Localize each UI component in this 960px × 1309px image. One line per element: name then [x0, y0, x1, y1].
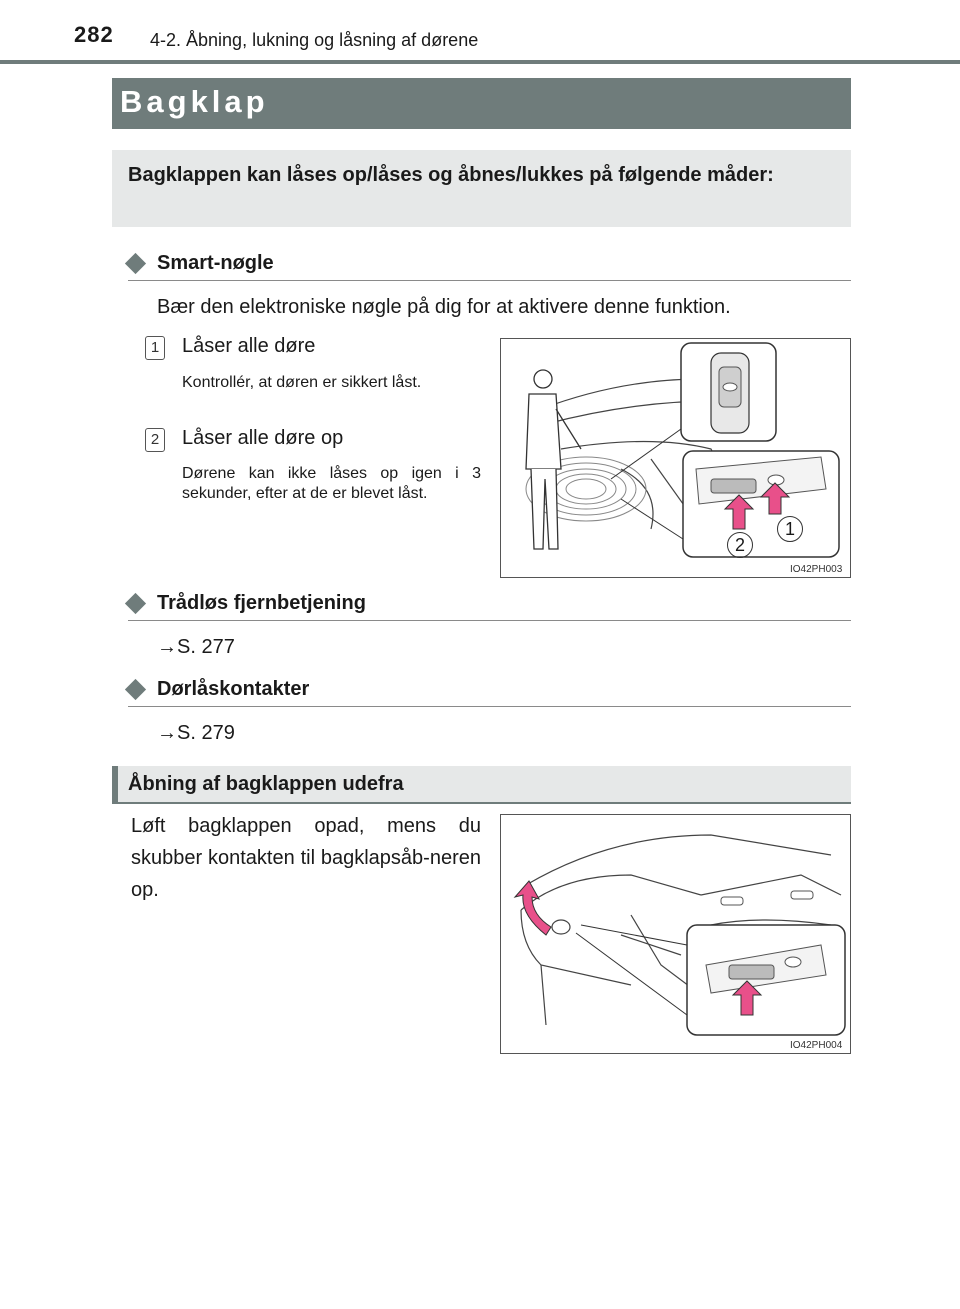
subhead-label: Dørlåskontakter	[157, 678, 310, 700]
page-reference: →S. 279	[157, 722, 235, 744]
subhead-remote	[128, 592, 851, 621]
diamond-bullet-icon	[125, 253, 146, 274]
item-desc: Dørene kan ikke låses op igen i 3 sekunder, efter at de er blevet låst.	[182, 465, 481, 502]
smart-key-illustration	[501, 339, 850, 577]
trunk-opening-illustration	[501, 815, 850, 1053]
page-title: Bagklap	[120, 84, 269, 119]
section-title-bar	[112, 78, 851, 129]
page-reference: →S. 277	[157, 636, 235, 658]
running-head: 4-2. Åbning, lukning og låsning af dørene	[150, 30, 479, 50]
section-accent	[112, 766, 118, 802]
intro-box	[112, 150, 851, 227]
callout-1: 1	[777, 516, 803, 542]
item-number-badge: 1	[145, 336, 165, 360]
opening-text: Løft bagklappen opad, mens du skubber kontakten til bagklapsåb-neren op.	[131, 815, 481, 901]
diamond-bullet-icon	[125, 679, 146, 700]
figure-smart-key	[500, 338, 851, 578]
figure-code: IO42PH004	[790, 1040, 843, 1051]
subhead-door-lock	[128, 678, 851, 707]
subhead-smart-key	[128, 252, 851, 281]
item-desc: Kontrollér, at døren er sikkert låst.	[182, 374, 422, 391]
figure-code: IO42PH003	[790, 564, 843, 575]
item-number-badge: 2	[145, 428, 165, 452]
section-bar-opening	[112, 766, 851, 804]
item-title: Låser alle døre op	[182, 427, 344, 449]
item-title: Låser alle døre	[182, 335, 316, 357]
intro-text: Bagklappen kan låses op/låses og åbnes/lukkes på følgende måder:	[128, 164, 774, 186]
section-heading: Åbning af bagklappen udefra	[128, 773, 404, 795]
callout-2: 2	[727, 532, 753, 558]
page-number: 282	[74, 22, 114, 47]
subhead-label: Trådløs fjernbetjening	[157, 592, 366, 614]
figure-trunk-opening	[500, 814, 851, 1054]
subhead-label: Smart-nøgle	[157, 252, 274, 274]
diamond-bullet-icon	[125, 593, 146, 614]
header-rule	[0, 60, 960, 64]
smart-key-text: Bær den elektroniske nøgle på dig for at aktivere denne funktion.	[157, 296, 731, 318]
